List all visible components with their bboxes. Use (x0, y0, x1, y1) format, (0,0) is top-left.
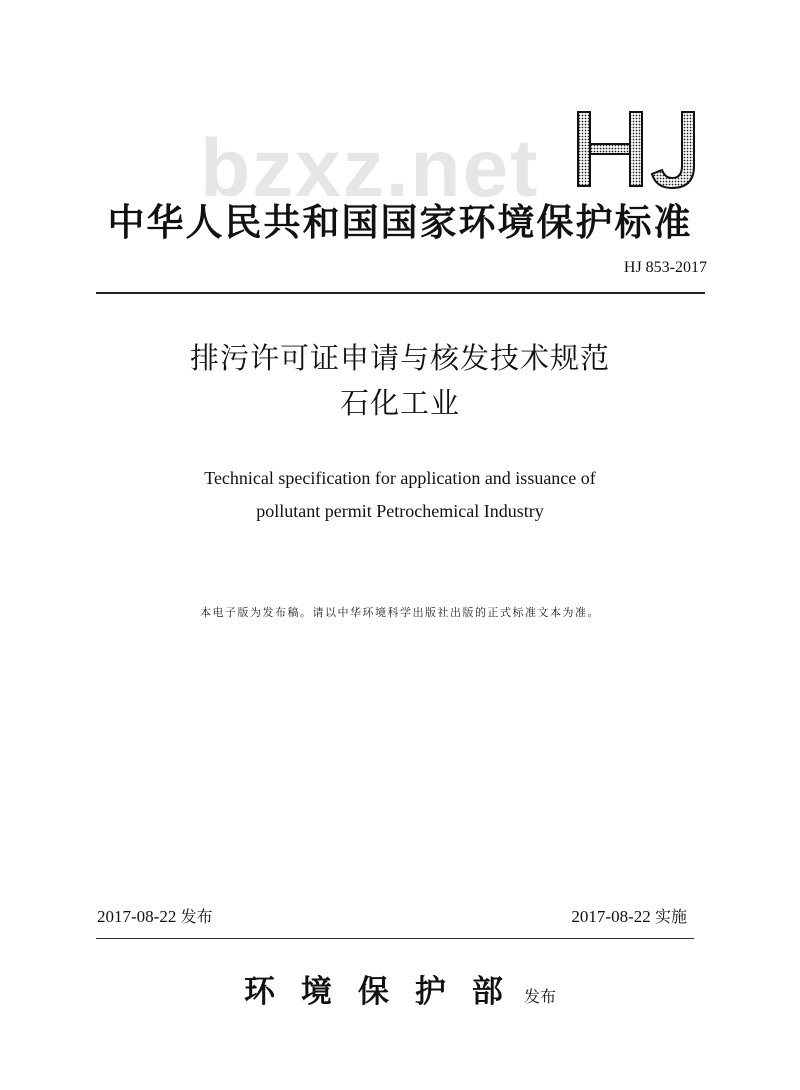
implement-date-block (571, 904, 687, 927)
hj-logo (572, 108, 712, 190)
footer-divider (96, 938, 694, 939)
header-divider (96, 292, 705, 294)
publisher-name: 环境保护部 (243, 974, 529, 1010)
watermark-text: bzxz.net (200, 123, 540, 214)
standard-category: 中华人民共和国国家环境保护标准 (107, 201, 693, 244)
issue-label: 发布 (180, 907, 213, 926)
implement-date: 2017-08-22 (571, 907, 651, 926)
issue-date: 2017-08-22 (97, 907, 177, 926)
chinese-title-line1: 排污许可证申请与核发技术规范 (189, 341, 610, 375)
publisher-action: 发布 (524, 987, 557, 1006)
electronic-version-notice: 本电子版为发布稿。请以中华环境科学出版社出版的正式标准文本为准。 (200, 606, 600, 619)
standard-number: HJ 853-2017 (623, 259, 707, 276)
english-title-line2: pollutant permit Petrochemical Industry (256, 501, 544, 521)
english-title-line1: Technical specification for application and issuance of (204, 468, 596, 488)
implement-label: 实施 (654, 907, 687, 926)
issue-date-block (97, 904, 213, 927)
chinese-title-line2: 石化工业 (339, 386, 460, 420)
publisher-line (0, 966, 800, 1011)
